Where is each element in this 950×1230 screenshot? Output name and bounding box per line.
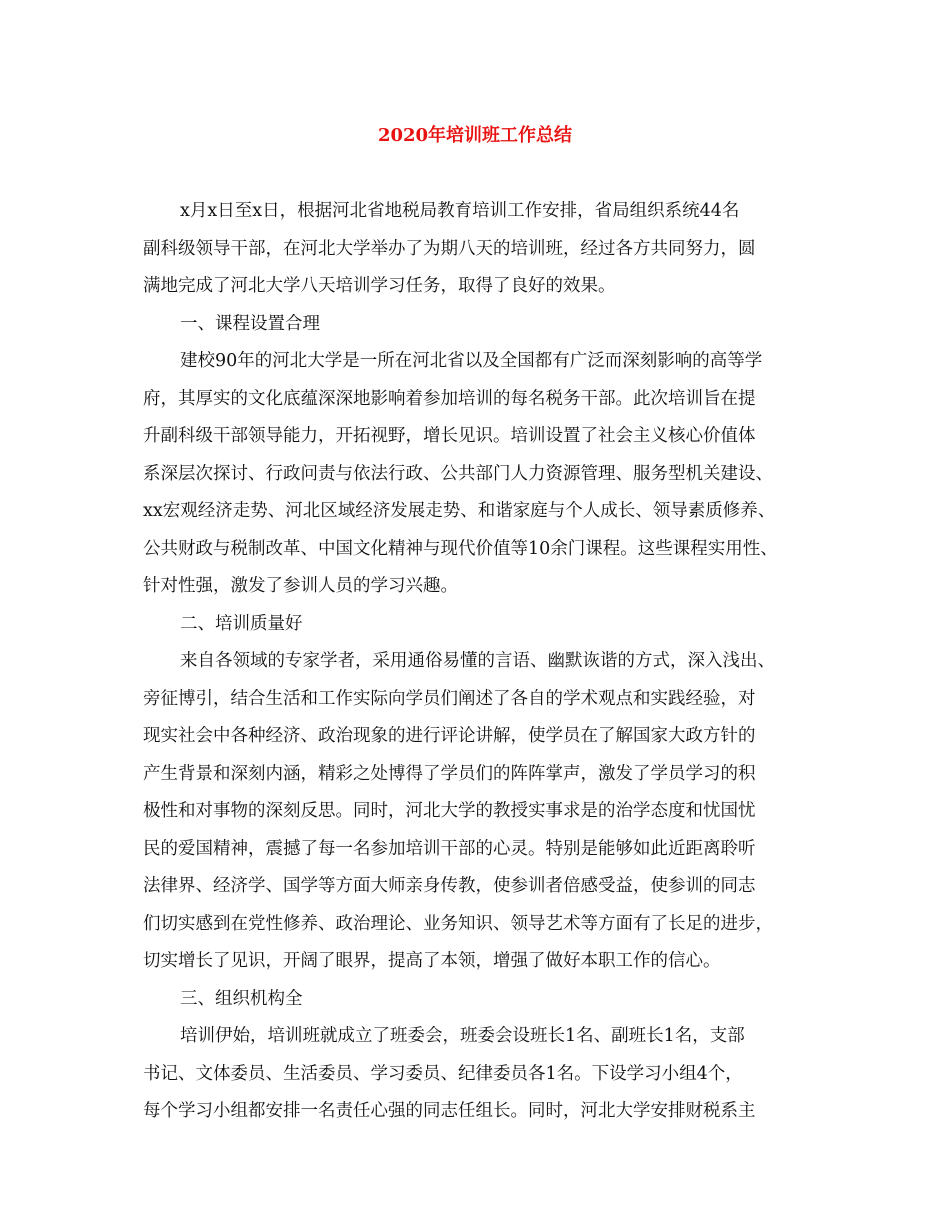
text-line: 们切实感到在党性修养、政治理论、业务知识、领导艺术等方面有了长足的进步，	[143, 913, 773, 934]
text-line: 旁征博引，结合生活和工作实际向学员们阐述了各自的学术观点和实践经验，对	[143, 688, 756, 709]
text-line: 民的爱国精神，震撼了每一名参加培训干部的心灵。特别是能够如此近距离聆听	[143, 838, 756, 859]
text-line: 副科级领导干部，在河北大学举办了为期八天的培训班，经过各方共同努力，圆	[143, 238, 756, 259]
text-line: 公共财政与税制改革、中国文化精神与现代价值等10余门课程。这些课程实用性、	[143, 538, 778, 559]
text-line: 满地完成了河北大学八天培训学习任务，取得了良好的效果。	[143, 276, 616, 296]
text-line: 书记、文体委员、生活委员、学习委员、纪律委员各1名。下设学习小组4个，	[143, 1063, 743, 1084]
text-line: 三、组织机构全	[180, 988, 303, 1009]
text-line: 一、课程设置合理	[180, 313, 320, 334]
text-line: 来自各领域的专家学者，采用通俗易懂的言语、幽默诙谐的方式，深入浅出、	[180, 651, 775, 671]
text-line: 每个学习小组都安排一名责任心强的同志任组长。同时，河北大学安排财税系主	[143, 1101, 756, 1121]
text-line: xx宏观经济走势、河北区域经济发展走势、和谐家庭与个人成长、领导素质修养、	[143, 501, 776, 521]
text-line: 法律界、经济学、国学等方面大师亲身传教，使参训者倍感受益，使参训的同志	[143, 876, 756, 896]
text-line: 升副科级干部领导能力，开拓视野，增长见识。培训设置了社会主义核心价值体	[143, 426, 756, 446]
text-line: x月x日至x日，根据河北省地税局教育培训工作安排，省局组织系统44名	[180, 201, 740, 221]
text-line: 系深层次探讨、行政问责与依法行政、公共部门人力资源管理、服务型机关建设、	[143, 463, 773, 484]
text-line: 极性和对事物的深刻反思。同时，河北大学的教授实事求是的治学态度和忧国忧	[143, 801, 756, 821]
text-line: 现实社会中各种经济、政治现象的进行评论讲解，使学员在了解国家大政方针的	[143, 726, 756, 746]
text-line: 切实增长了见识，开阔了眼界，提高了本领，增强了做好本职工作的信心。	[143, 951, 721, 971]
text-line: 府，其厚实的文化底蕴深深地影响着参加培训的每名税务干部。此次培训旨在提	[143, 388, 756, 409]
text-line: 二、培训质量好	[180, 613, 303, 634]
document-body	[143, 193, 815, 1131]
text-line: 培训伊始，培训班就成立了班委会，班委会设班长1名、副班长1名，支部	[180, 1026, 745, 1046]
text-line: 针对性强，激发了参训人员的学习兴趣。	[143, 576, 458, 596]
text-line: 产生背景和深刻内涵，精彩之处博得了学员们的阵阵掌声，激发了学员学习的积	[143, 763, 756, 784]
document-title: 2020年培训班工作总结	[377, 125, 573, 146]
text-line: 建校90年的河北大学是一所在河北省以及全国都有广泛而深刻影响的高等学	[180, 351, 763, 371]
